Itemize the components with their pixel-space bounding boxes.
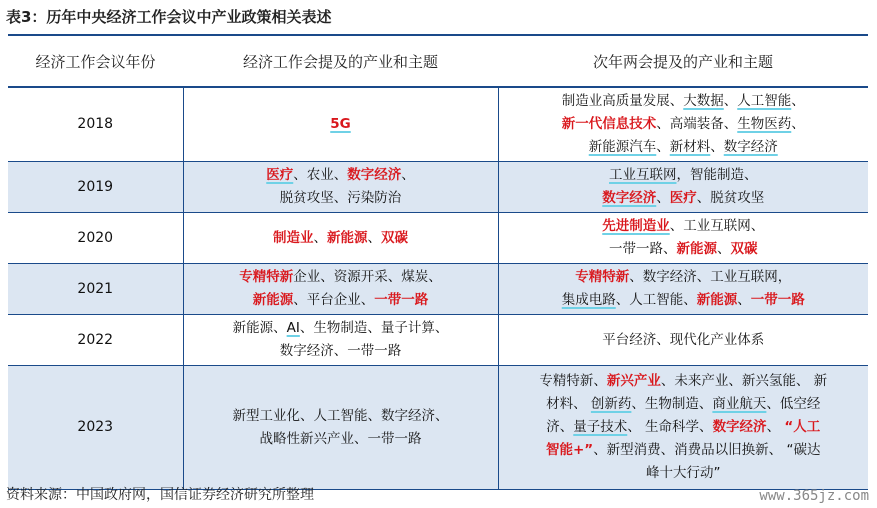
next-year-topics-cell — [498, 315, 868, 366]
next-year-topics-cell — [498, 87, 868, 162]
term-text: 、农业、 — [293, 167, 348, 183]
highlighted-term: 一带一路 — [374, 292, 429, 308]
conference-topics-cell — [183, 264, 498, 315]
term-text: 新材料 — [669, 139, 711, 155]
term-text: 企业、资源开采、煤炭、 — [293, 269, 442, 285]
cell-line — [505, 329, 863, 352]
conference-topics-cell — [183, 213, 498, 264]
highlighted-term: 5G — [330, 116, 351, 132]
header-conference-topics: 经济工作会提及的产业和主题 — [183, 35, 498, 87]
highlighted-term: 双碳 — [730, 241, 758, 257]
table-row — [8, 315, 868, 366]
highlighted-term: 新能源 — [327, 229, 368, 246]
highlighted-term: 医疗 — [266, 167, 294, 183]
term-text: 数字经济 — [723, 139, 778, 155]
term-text: 、 — [710, 139, 724, 155]
term-text: 、未来产业、新兴氢能、 新 — [660, 373, 828, 389]
table-row — [8, 366, 868, 490]
cell-line — [505, 439, 863, 462]
term-text: 、 — [367, 229, 381, 246]
cell-line — [505, 215, 863, 238]
highlighted-term: “人工 — [784, 419, 821, 435]
term-text: 济、 — [546, 419, 574, 435]
conference-topics-cell — [183, 315, 498, 366]
term-text: 、 — [723, 93, 738, 109]
term-text: 新能源、 — [232, 320, 287, 336]
term-text: 、工业互联网、 — [669, 218, 765, 234]
table-row — [8, 87, 868, 162]
conference-topics-cell — [183, 366, 498, 490]
term-text: 创新药 — [590, 396, 632, 412]
cell-line — [505, 370, 863, 393]
term-text: 、 — [766, 419, 785, 435]
term-text: 、 — [791, 116, 805, 132]
term-text: 人工智能 — [737, 93, 792, 109]
term-text: 峰十大行动” — [646, 465, 721, 481]
highlighted-term: 新能源 — [696, 292, 738, 308]
next-year-topics-cell — [498, 162, 868, 213]
term-text: 、新型消费、消费品以旧换新、 “碳达 — [593, 442, 821, 458]
highlighted-term: 一带一路 — [750, 292, 805, 308]
highlighted-term: 数字经济 — [712, 419, 767, 435]
cell-line — [190, 340, 492, 363]
term-text: 专精特新、 — [539, 373, 607, 389]
table-row — [8, 213, 868, 264]
term-text: 生物医药 — [737, 116, 792, 132]
table-row — [8, 162, 868, 213]
year-cell: 2019 — [8, 162, 183, 213]
term-text: 脱贫攻坚、污染防治 — [279, 190, 402, 206]
term-text: 、 — [791, 93, 805, 109]
term-text: 制造业高质量发展、 — [561, 93, 684, 109]
cell-line — [190, 405, 492, 428]
term-text: AI — [286, 320, 300, 336]
term-text: 、 — [737, 292, 751, 308]
year-cell: 2023 — [8, 366, 183, 490]
cell-line — [190, 266, 492, 289]
term-text: 数字经济、一带一路 — [279, 343, 402, 359]
table-title: 表3：历年中央经济工作会议中产业政策相关表述 — [6, 8, 332, 26]
term-text: 、高端装备、 — [656, 116, 738, 132]
term-text: 量子技术 — [573, 419, 628, 435]
policy-table — [8, 34, 868, 490]
term-text: 、 — [656, 190, 670, 206]
term-text: ，智能制造、 — [676, 167, 758, 183]
conference-topics-cell — [183, 162, 498, 213]
cell-line — [505, 393, 863, 416]
cell-line — [505, 90, 863, 113]
highlighted-term: 先进制造业 — [602, 218, 670, 234]
term-text: 商业航天 — [712, 396, 767, 412]
highlighted-term: 智能+” — [546, 442, 594, 458]
highlighted-term: 数字经济 — [347, 167, 402, 183]
term-text: 、 — [313, 229, 327, 246]
cell-line — [190, 113, 492, 136]
highlighted-term: 新兴产业 — [606, 373, 661, 389]
cell-line — [190, 289, 492, 312]
source-note: 资料来源：中国政府网，国信证券经济研究所整理 — [6, 487, 314, 503]
cell-line — [505, 164, 863, 187]
term-text: 、 — [717, 241, 731, 257]
header-year: 经济工作会议年份 — [8, 35, 183, 87]
term-text: 工业互联网 — [609, 167, 677, 183]
cell-line — [190, 187, 492, 210]
cell-line — [190, 164, 492, 187]
term-text: 、低空经 — [766, 396, 821, 412]
year-cell: 2022 — [8, 315, 183, 366]
cell-line — [505, 113, 863, 136]
cell-line — [505, 266, 863, 289]
cell-line — [190, 227, 492, 250]
next-year-topics-cell — [498, 213, 868, 264]
highlighted-term: 新能源 — [676, 241, 717, 257]
highlighted-term: 制造业 — [273, 229, 314, 246]
cell-line — [505, 187, 863, 210]
highlighted-term: 双碳 — [381, 229, 408, 246]
term-text: 、平台企业、 — [293, 292, 375, 308]
year-cell: 2021 — [8, 264, 183, 315]
term-text: 战略性新兴产业、一带一路 — [259, 430, 422, 447]
cell-line — [505, 136, 863, 159]
term-text: 集成电路 — [561, 292, 616, 308]
highlighted-term: 专精特新 — [575, 269, 630, 285]
term-text: 材料、 — [546, 396, 591, 412]
next-year-topics-cell — [498, 264, 868, 315]
highlighted-term: 医疗 — [669, 190, 697, 206]
term-text: 平台经济、现代化产业体系 — [602, 331, 765, 348]
term-text: 新型工业化、人工智能、数字经济、 — [232, 407, 449, 424]
cell-line — [190, 428, 492, 451]
term-text: 新能源汽车 — [588, 139, 657, 155]
term-text: 、人工智能、 — [615, 292, 697, 308]
term-text: 一带一路、 — [609, 241, 677, 257]
year-cell: 2018 — [8, 87, 183, 162]
table-row — [8, 264, 868, 315]
term-text: 、脱贫攻坚 — [696, 190, 765, 206]
watermark: www.365jz.com — [759, 488, 869, 504]
term-text: 、数字经济、工业互联网， — [629, 269, 792, 285]
cell-line — [505, 289, 863, 312]
cell-line — [505, 416, 863, 439]
header-row — [8, 35, 868, 87]
conference-topics-cell — [183, 87, 498, 162]
year-cell: 2020 — [8, 213, 183, 264]
term-text: 、 — [656, 139, 670, 155]
term-text: 、生物制造、量子计算、 — [299, 320, 449, 336]
cell-line — [505, 462, 863, 485]
highlighted-term: 新一代信息技术 — [561, 116, 657, 132]
term-text: 、 — [401, 167, 415, 183]
highlighted-term: 专精特新 — [239, 269, 294, 285]
next-year-topics-cell — [498, 366, 868, 490]
term-text: 大数据 — [683, 93, 724, 109]
cell-line — [505, 238, 863, 261]
term-text: 、生物制造、 — [631, 396, 713, 412]
header-next-year-topics: 次年两会提及的产业和主题 — [498, 35, 868, 87]
cell-line — [190, 317, 492, 340]
term-text: 、 生命科学、 — [627, 419, 713, 435]
highlighted-term: 数字经济 — [602, 190, 657, 206]
highlighted-term: 新能源 — [252, 292, 294, 308]
